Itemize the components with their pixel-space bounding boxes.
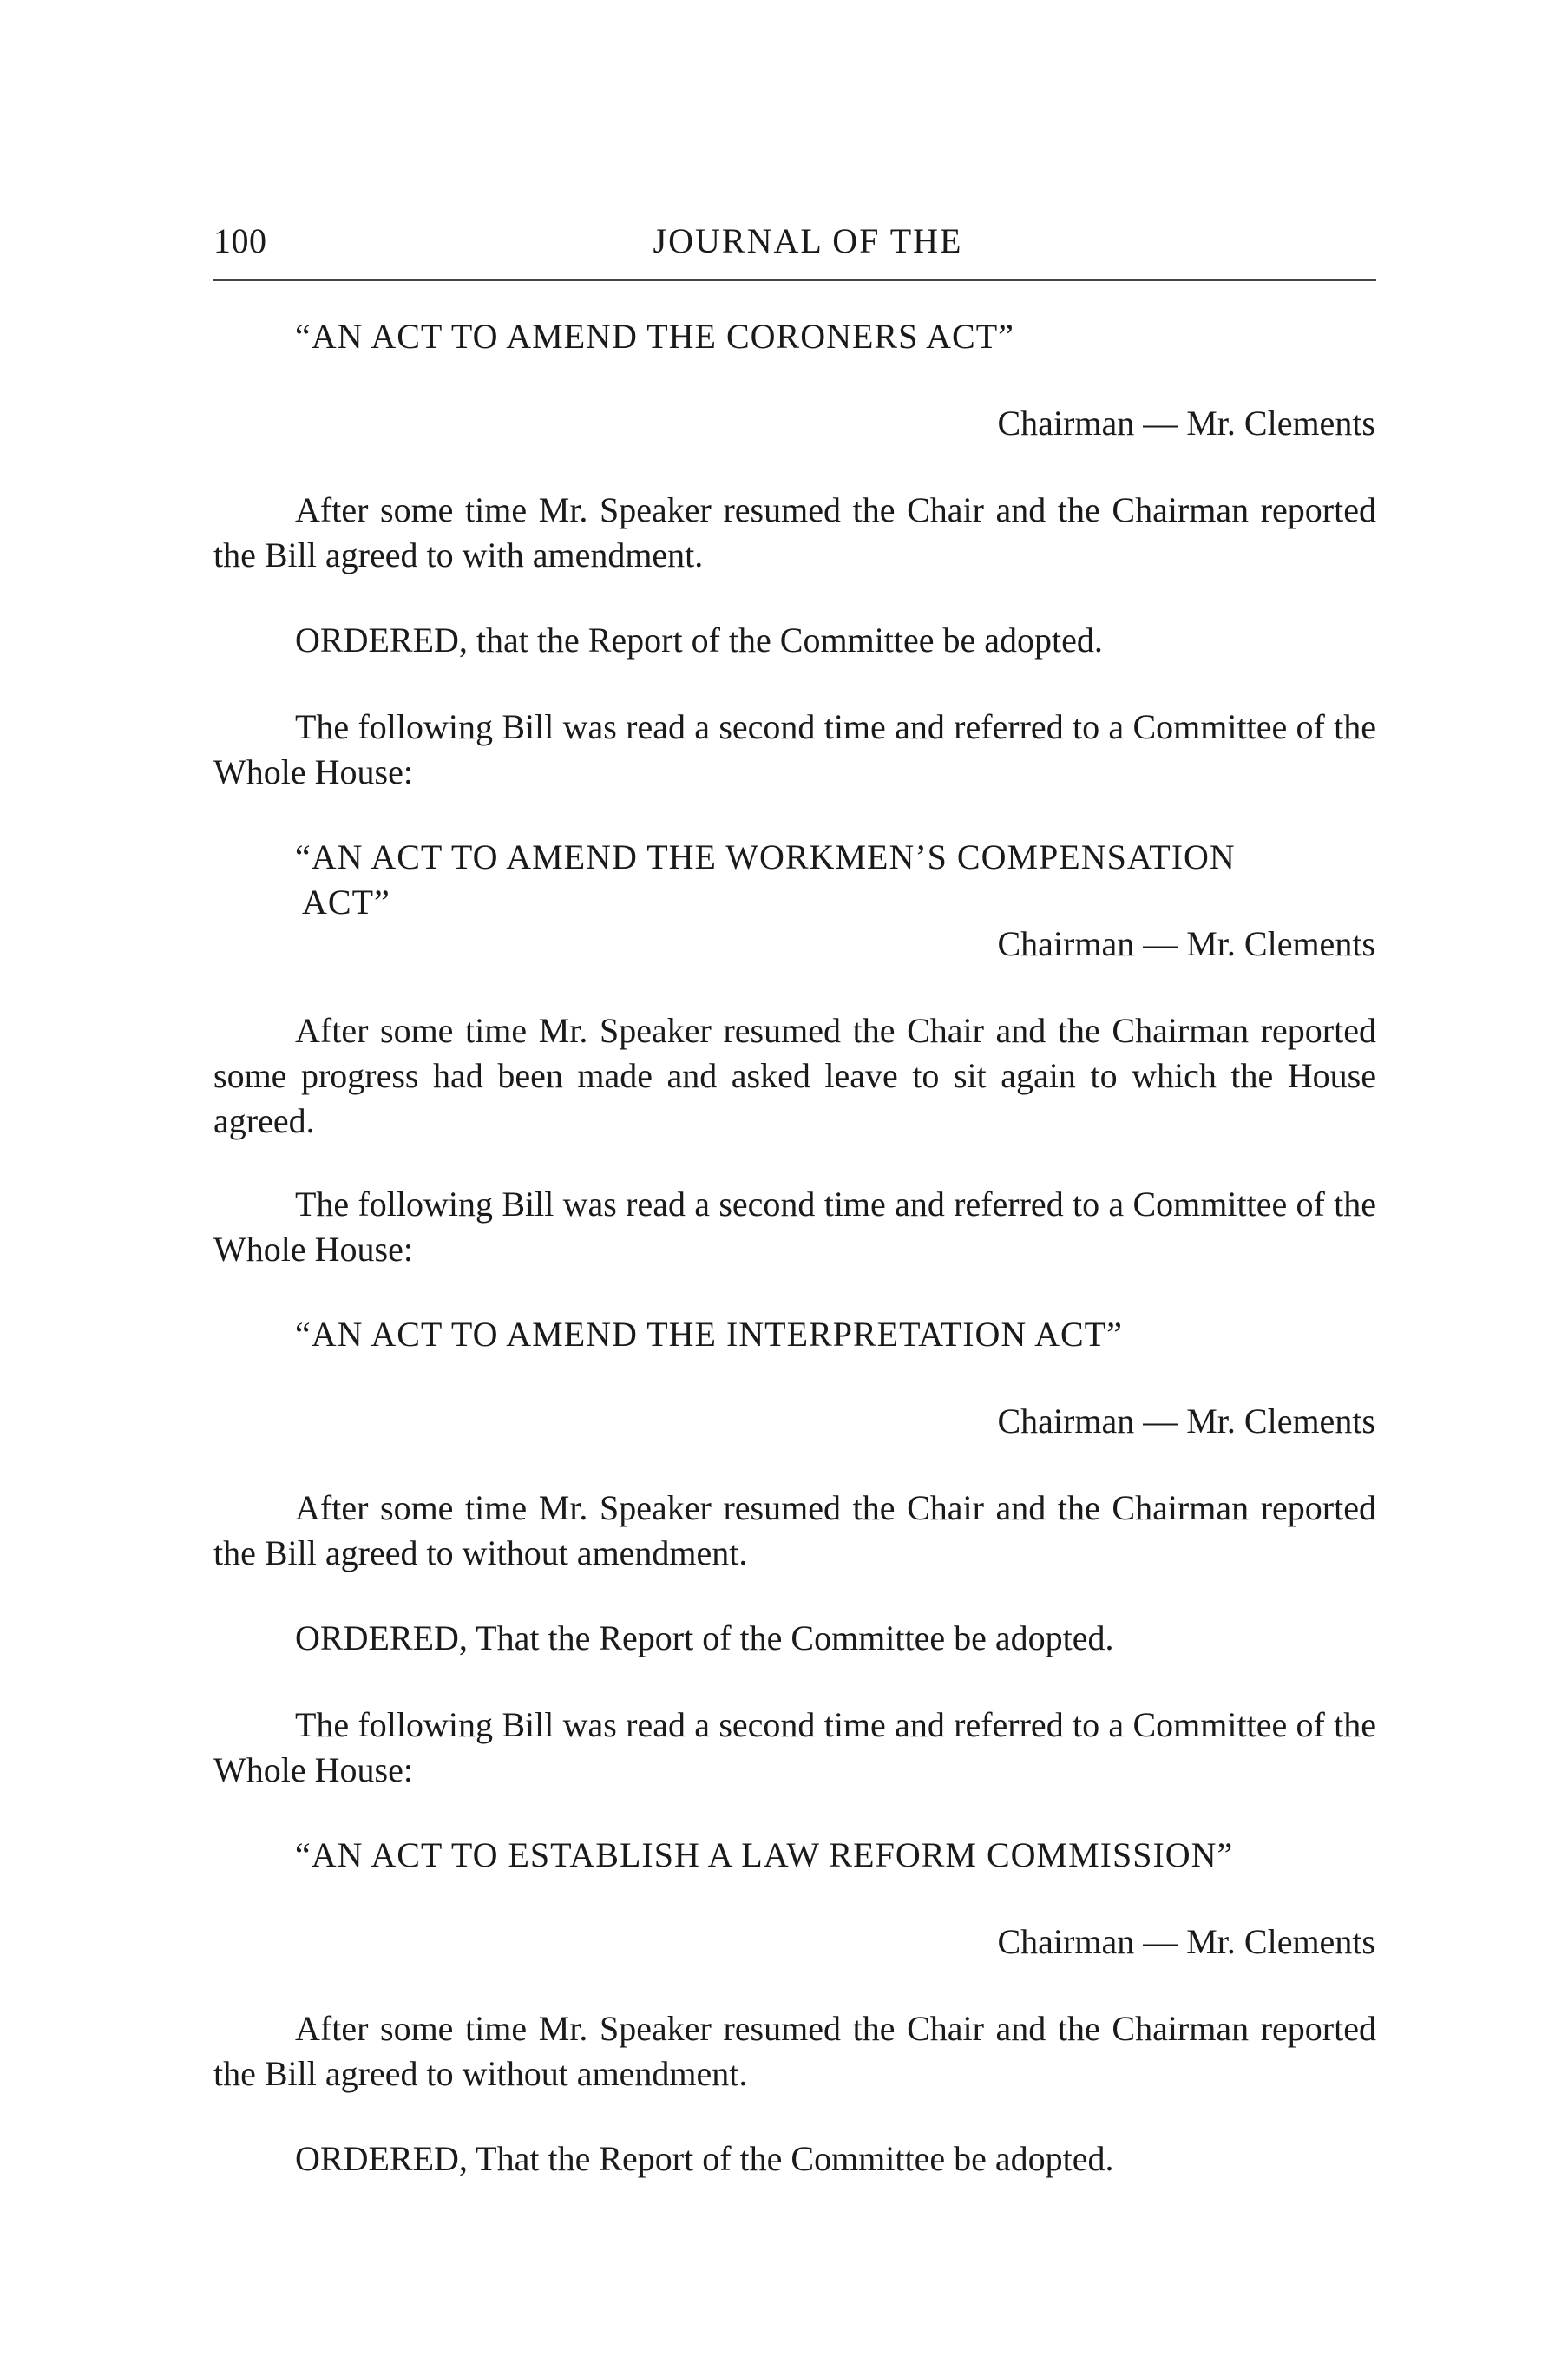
second-reading-paragraph: The following Bill was read a second time and referred to a Committee of the Whole House:	[213, 1705, 1376, 1789]
bill-title-law-reform-commission: “AN ACT TO ESTABLISH A LAW REFORM COMMISSION”	[295, 1835, 1234, 1874]
chairman-line: Chairman — Mr. Clements	[997, 404, 1375, 443]
ordered-line: ORDERED, that the Report of the Committee be adopted.	[295, 620, 1103, 660]
bill-title-interpretation-act: “AN ACT TO AMEND THE INTERPRETATION ACT”	[295, 1315, 1123, 1354]
chairman-line: Chairman — Mr. Clements	[997, 1922, 1375, 1961]
proceedings-paragraph: After some time Mr. Speaker resumed the Chair and the Chairman reported the Bill agreed to without amendment.	[213, 2009, 1376, 2093]
page-number: 100	[213, 221, 267, 260]
bill-title-coroners-act: “AN ACT TO AMEND THE CORONERS ACT”	[295, 317, 1014, 356]
ordered-line: ORDERED, That the Report of the Committee be adopted.	[295, 2139, 1114, 2178]
proceedings-paragraph: After some time Mr. Speaker resumed the Chair and the Chairman reported the Bill agreed to without amendment.	[213, 1488, 1376, 1572]
chairman-line: Chairman — Mr. Clements	[997, 924, 1375, 963]
ordered-line: ORDERED, That the Report of the Committee be adopted.	[295, 1618, 1114, 1657]
page-header	[213, 220, 1376, 281]
second-reading-paragraph: The following Bill was read a second time and referred to a Committee of the Whole House:	[213, 1185, 1376, 1269]
running-title: JOURNAL OF THE	[653, 221, 963, 260]
proceedings-paragraph: After some time Mr. Speaker resumed the Chair and the Chairman reported some progress had been made and asked leave to sit again to which the House agreed.	[213, 1011, 1376, 1140]
proceedings-paragraph: After some time Mr. Speaker resumed the Chair and the Chairman reported the Bill agreed to with amendment.	[213, 490, 1376, 574]
second-reading-paragraph: The following Bill was read a second time and referred to a Committee of the Whole House:	[213, 707, 1376, 791]
bill-title-workmens-compensation: “AN ACT TO AMEND THE WORKMEN’S COMPENSATION	[295, 837, 1236, 876]
bill-title-continuation: ACT”	[302, 883, 390, 922]
chairman-line: Chairman — Mr. Clements	[997, 1401, 1375, 1441]
